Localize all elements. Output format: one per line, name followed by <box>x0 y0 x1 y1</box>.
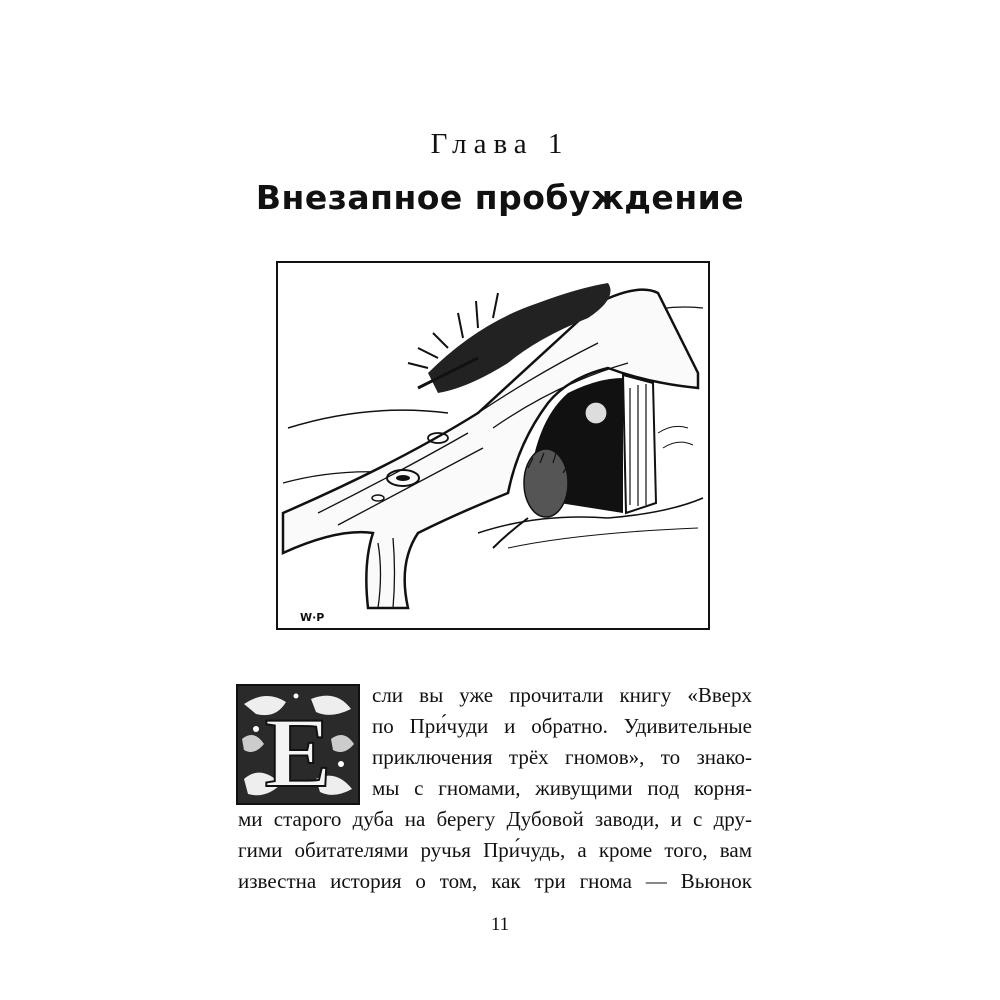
body-line-2: по При́чуди и обратно. Удивительные <box>372 714 752 738</box>
body-line-5: ми старого дуба на берегу Дубовой заводи, и с дру- <box>238 807 752 831</box>
illustration-drawing <box>278 263 708 628</box>
illustration-signature: W·P <box>300 611 325 624</box>
body-line-4: мы с гномами, живущими под корня- <box>372 776 752 800</box>
chapter-label: Глава 1 <box>430 128 570 160</box>
body-line-7: известна история о том, как три гнома — Вьюнок <box>238 869 752 893</box>
chapter-illustration <box>276 261 710 630</box>
drop-cap-letter: Е <box>264 697 332 805</box>
page-number: 11 <box>490 914 510 935</box>
body-line-3: приключения трёх гномов», то знако- <box>372 745 752 769</box>
body-line-1: сли вы уже прочитали книгу «Вверх <box>372 683 752 707</box>
body-line-6: гими обитателями ручья При́чудь, а кроме того, вам <box>238 838 752 862</box>
chapter-title: Внезапное пробуждение <box>255 178 745 217</box>
drop-cap <box>236 684 360 805</box>
